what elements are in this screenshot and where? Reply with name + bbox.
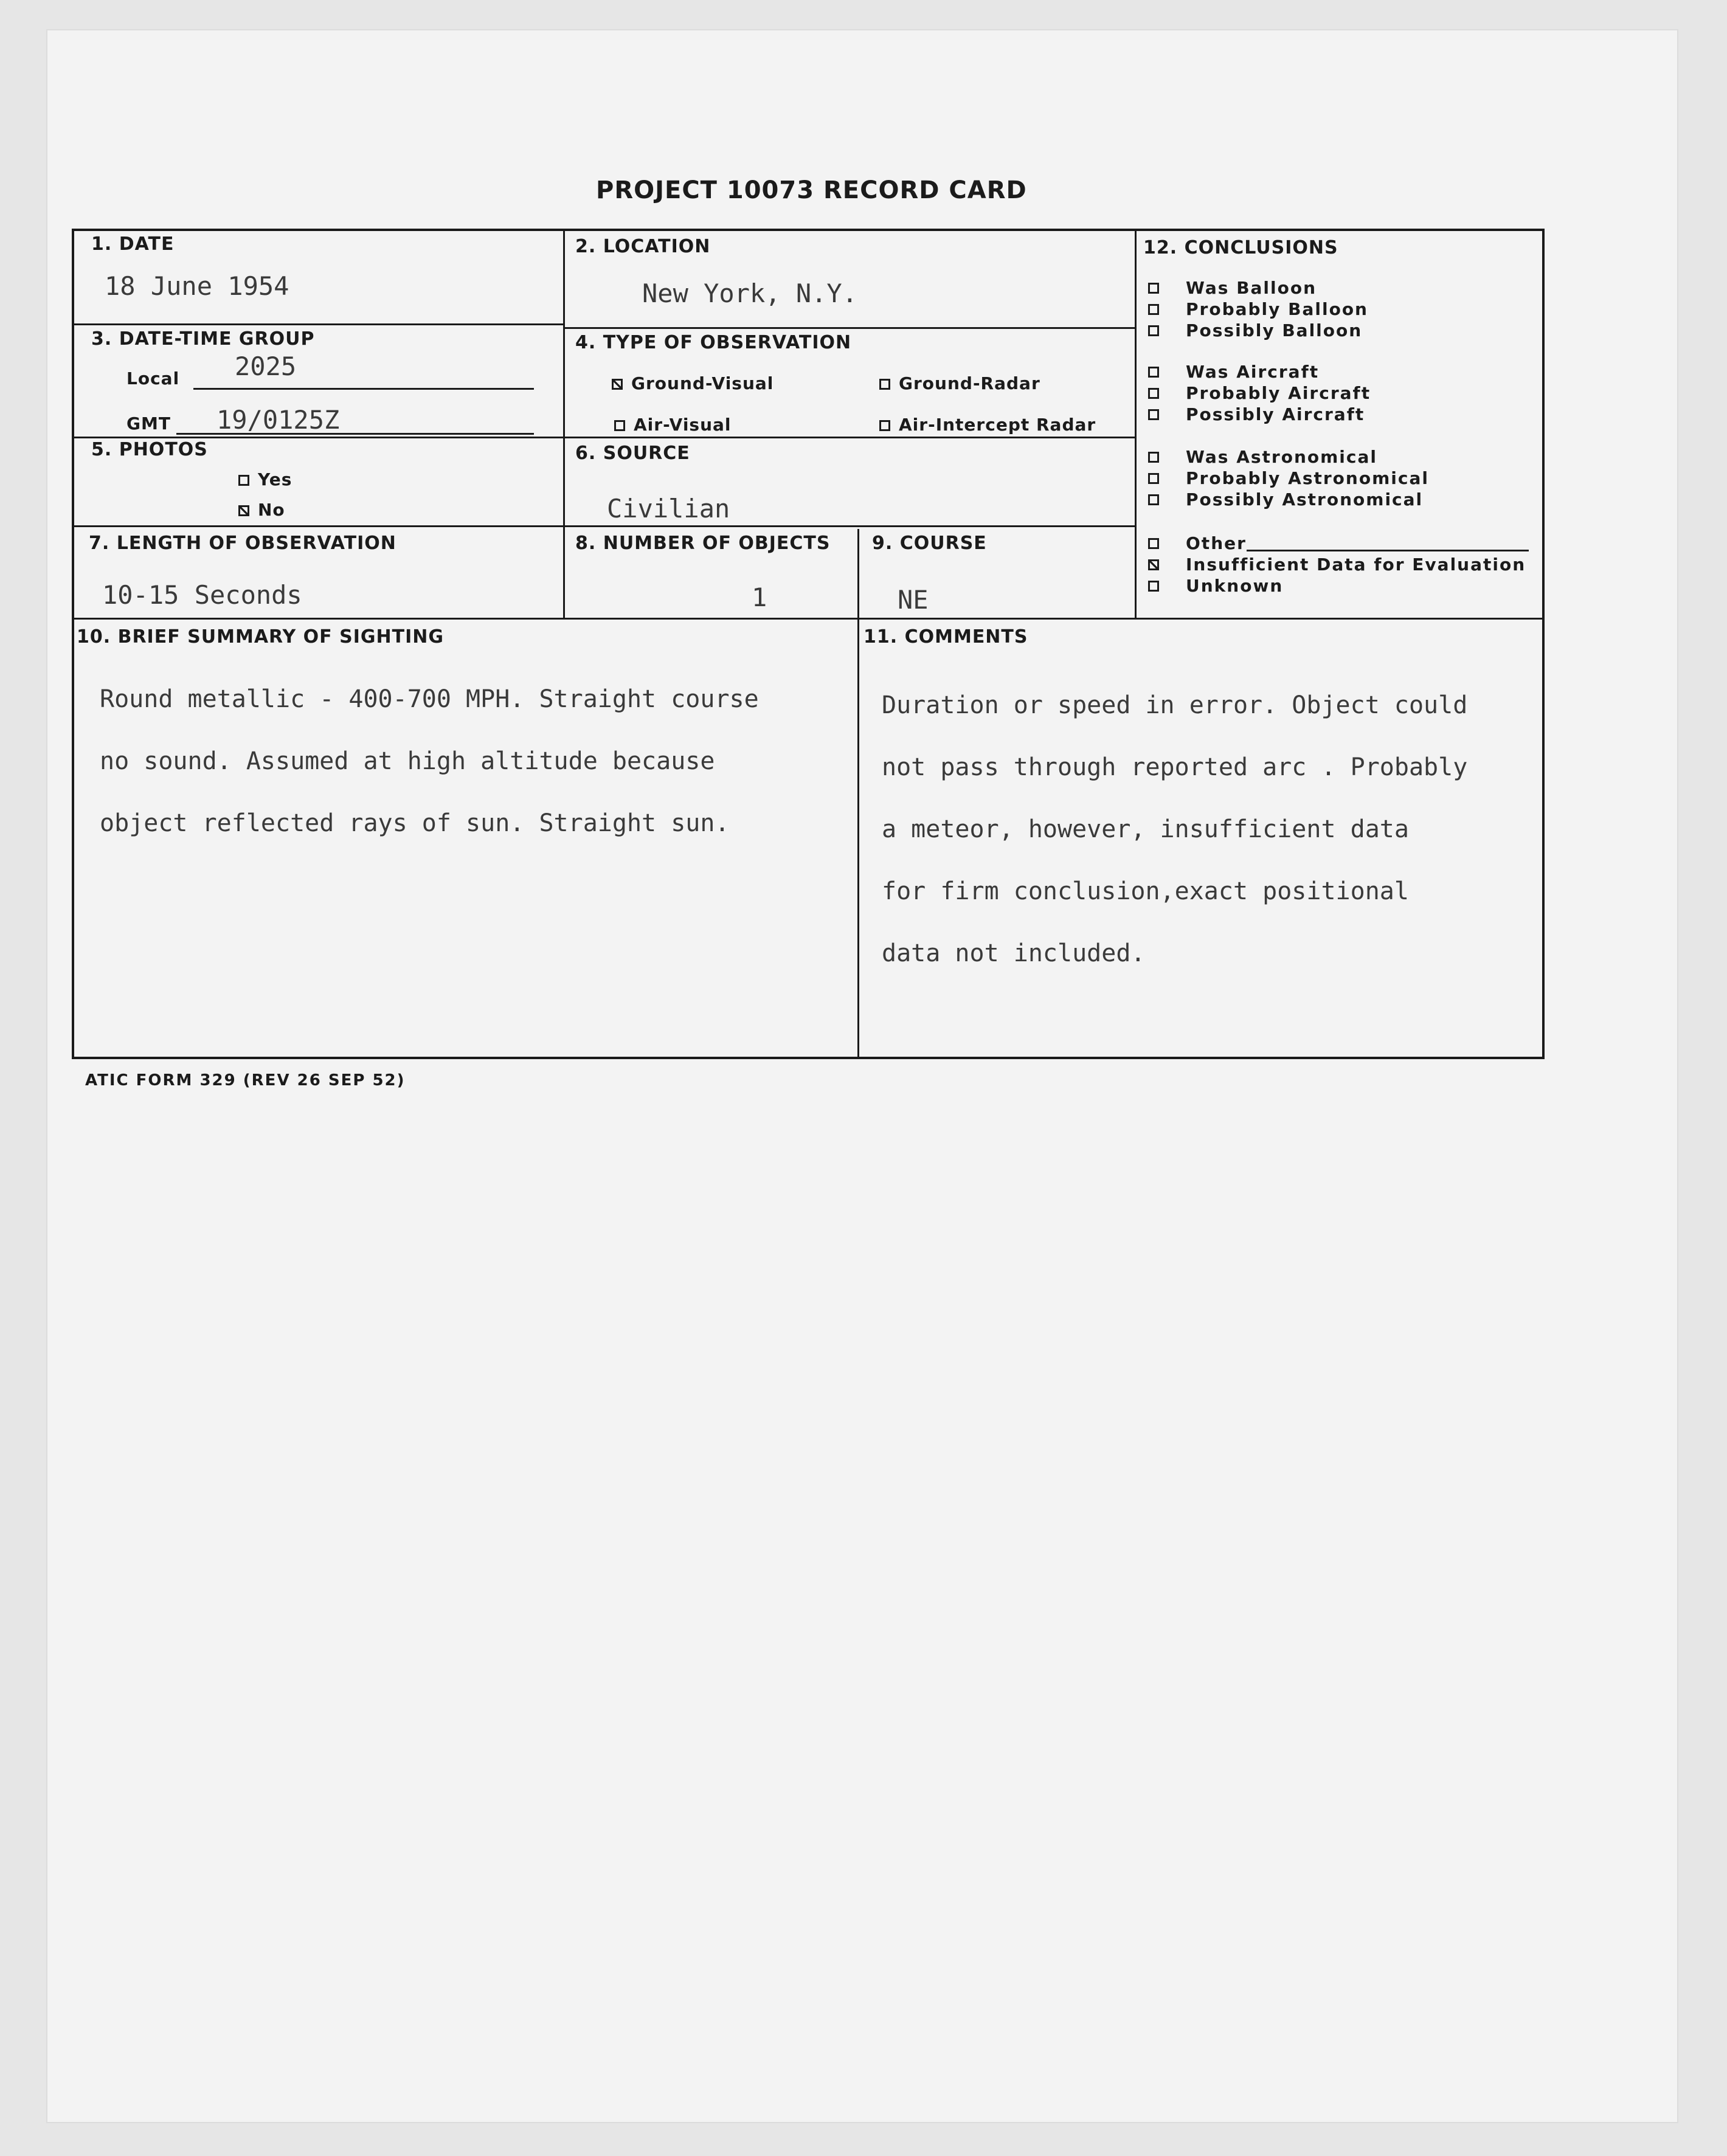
summary-text bbox=[100, 653, 759, 870]
option-air-visual: Air-Visual bbox=[614, 415, 732, 435]
summary-line: Round metallic - 400-700 MPH. Straight course bbox=[100, 685, 759, 713]
checkbox-icon bbox=[1148, 304, 1159, 315]
location-value: New York, N.Y. bbox=[642, 278, 858, 308]
checkbox-icon bbox=[1148, 473, 1159, 484]
conclusion-option: Was Balloon bbox=[1148, 277, 1368, 299]
checkbox-icon bbox=[1148, 538, 1159, 549]
divider bbox=[1135, 231, 1137, 618]
conclusion-option: Possibly Astronomical bbox=[1148, 489, 1429, 510]
summary-label: 10. BRIEF SUMMARY OF SIGHTING bbox=[77, 626, 444, 648]
checkbox-icon bbox=[238, 475, 249, 486]
checkbox-icon bbox=[1148, 581, 1159, 592]
conclusions-group-balloon bbox=[1148, 277, 1368, 341]
conclusion-option: Possibly Balloon bbox=[1148, 320, 1368, 341]
divider bbox=[74, 618, 1542, 620]
conclusion-option: Was Aircraft bbox=[1148, 361, 1371, 382]
date-label: 1. DATE bbox=[91, 233, 175, 255]
conclusion-option: Possibly Aircraft bbox=[1148, 404, 1371, 425]
divider bbox=[563, 327, 1135, 329]
divider bbox=[857, 529, 859, 1057]
location-label: 2. LOCATION bbox=[575, 236, 711, 257]
photos-label: 5. PHOTOS bbox=[91, 439, 208, 460]
checkbox-icon bbox=[614, 420, 625, 431]
conclusion-option: Insufficient Data for Evaluation bbox=[1148, 554, 1526, 575]
comments-line: data not included. bbox=[882, 939, 1146, 967]
comments-text bbox=[882, 659, 1467, 1000]
checkbox-icon bbox=[1148, 367, 1159, 378]
source-label: 6. SOURCE bbox=[575, 443, 690, 464]
length-label: 7. LENGTH OF OBSERVATION bbox=[89, 533, 396, 554]
local-value: 2025 bbox=[235, 351, 297, 381]
conclusion-option: Other bbox=[1148, 533, 1526, 554]
conclusions-label: 12. CONCLUSIONS bbox=[1143, 237, 1338, 258]
source-value: Civilian bbox=[607, 494, 730, 523]
comments-line: not pass through reported arc . Probably bbox=[882, 753, 1468, 781]
type-label: 4. TYPE OF OBSERVATION bbox=[575, 332, 852, 353]
conclusions-group-aircraft bbox=[1148, 361, 1371, 425]
conclusions-group-astronomical bbox=[1148, 446, 1429, 510]
checkbox-icon bbox=[1148, 559, 1159, 570]
length-value: 10-15 Seconds bbox=[102, 580, 302, 610]
conclusion-option: Was Astronomical bbox=[1148, 446, 1429, 468]
option-ground-radar: Ground-Radar bbox=[879, 373, 1040, 393]
local-label: Local bbox=[126, 368, 180, 389]
checkbox-icon bbox=[612, 379, 623, 390]
comments-line: Duration or speed in error. Object could bbox=[882, 691, 1468, 719]
option-air-intercept-radar: Air-Intercept Radar bbox=[879, 415, 1096, 435]
date-value: 18 June 1954 bbox=[105, 271, 289, 301]
checkbox-icon bbox=[879, 379, 890, 390]
conclusion-option: Unknown bbox=[1148, 575, 1526, 596]
comments-label: 11. COMMENTS bbox=[864, 626, 1028, 648]
gmt-value: 19/0125Z bbox=[216, 405, 340, 435]
divider bbox=[74, 437, 1135, 438]
option-ground-visual: Ground-Visual bbox=[612, 373, 774, 393]
checkbox-icon bbox=[1148, 325, 1159, 336]
checkbox-icon bbox=[1148, 494, 1159, 505]
conclusion-option: Probably Aircraft bbox=[1148, 382, 1371, 404]
num-objects-label: 8. NUMBER OF OBJECTS bbox=[575, 533, 831, 554]
course-value: NE bbox=[898, 585, 929, 615]
card-title: PROJECT 10073 RECORD CARD bbox=[596, 176, 1027, 204]
comments-line: for firm conclusion,exact positional bbox=[882, 877, 1409, 905]
photos-yes: Yes bbox=[238, 469, 292, 489]
conclusions-group-other bbox=[1148, 533, 1526, 596]
form-footer: ATIC FORM 329 (REV 26 SEP 52) bbox=[85, 1071, 406, 1090]
gmt-label: GMT bbox=[126, 413, 171, 434]
checkbox-icon bbox=[238, 505, 249, 516]
conclusion-option: Probably Astronomical bbox=[1148, 468, 1429, 489]
dtg-label: 3. DATE-TIME GROUP bbox=[91, 328, 315, 350]
divider bbox=[74, 323, 563, 325]
photos-no: No bbox=[238, 500, 285, 520]
conclusion-option: Probably Balloon bbox=[1148, 299, 1368, 320]
checkbox-icon bbox=[1148, 283, 1159, 294]
checkbox-icon bbox=[879, 420, 890, 431]
checkbox-icon bbox=[1148, 388, 1159, 399]
checkbox-icon bbox=[1148, 409, 1159, 420]
local-underline bbox=[193, 388, 534, 390]
other-underline bbox=[1247, 550, 1529, 551]
summary-line: no sound. Assumed at high altitude because bbox=[100, 747, 715, 775]
divider bbox=[563, 231, 565, 618]
num-objects-value: 1 bbox=[752, 582, 767, 612]
summary-line: object reflected rays of sun. Straight sun. bbox=[100, 809, 730, 837]
checkbox-icon bbox=[1148, 452, 1159, 463]
comments-line: a meteor, however, insufficient data bbox=[882, 815, 1409, 843]
divider bbox=[74, 525, 1135, 527]
course-label: 9. COURSE bbox=[872, 533, 987, 554]
